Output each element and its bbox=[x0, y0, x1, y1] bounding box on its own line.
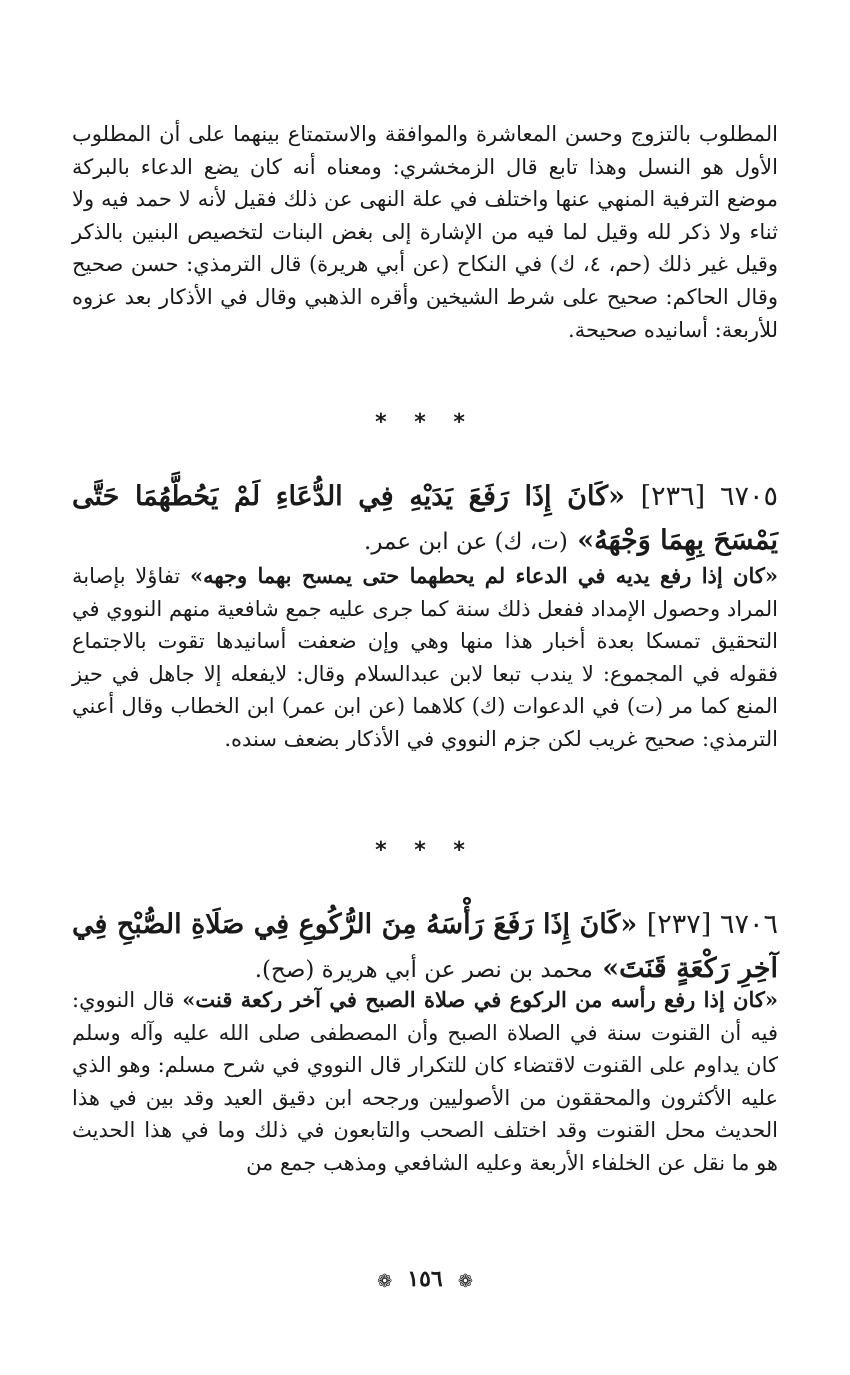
commentary-paragraph-3 bbox=[72, 984, 778, 1180]
commentary-body-3: قال النووي: فيه أن القنوت سنة في الصلاة الصبح وأن المصطفى صلى الله عليه وآله وسلم كان يداوم على القنوت لاقتضاء كان للتكرار قال النووي في شرح مسلم: وهو الذي عليه الأكثرون والمحققون من الأصوليين ورجحه ابن دقيق العيد وقد بين في هذا الحديث محل القنوت وقد اختلف الصحب والتابعون في ذلك وما في هذا الحديث هو ما نقل عن الخلفاء الأربعة وعليه الشافعي ومذهب جمع من bbox=[72, 988, 778, 1175]
ornament-left-icon: ❁ bbox=[377, 1271, 393, 1292]
hadith-text-6705: «كَانَ إِذَا رَفَعَ يَدَيْهِ فِي الدُّعَاءِ لَمْ يَحُطَّهُمَا حَتَّى يَمْسَحَ بِهِمَا وَجْهَهُ» bbox=[72, 481, 778, 556]
commentary-lead-3: «كان إذا رفع رأسه من الركوع في صلاة الصبح في آخر ركعة قنت» bbox=[182, 987, 778, 1012]
commentary-paragraph-2 bbox=[72, 560, 778, 756]
hadith-text-6706: «كَانَ إِذَا رَفَعَ رَأْسَهُ مِنَ الرُّكُوعِ فِي صَلَاةِ الصُّبْحِ فِي آخِرِ رَكْعَةٍ قَنَتَ» bbox=[72, 909, 778, 984]
hadith-number-6706: ٦٧٠٦ [٢٣٧] bbox=[646, 909, 778, 940]
commentary-lead-2: «كان إذا رفع يديه في الدعاء لم يحطهما حتى يمسح بهما وجهه» bbox=[189, 563, 778, 588]
hadith-number-6705: ٦٧٠٥ [٢٣٦] bbox=[640, 481, 779, 512]
commentary-body-2: تفاؤلا بإصابة المراد وحصول الإمداد ففعل ذلك سنة كما جرى عليه جمع شافعية منهم النووي في التحقيق تمسكا بعدة أخبار هذا منها وهي وإن ضعفت أسانيدها تقوت بالاجتماع فقوله في المجموع: لا يندب تبعا لابن عبدالسلام وقال: لايفعله إلا جاهل في حيز المنع كما مر (ت) في الدعوات (ك) كلاهما (عن ابن عمر) ابن الخطاب وقال أعني الترمذي: صحيح غريب لكن جزم النووي في الأذكار بضعف سنده. bbox=[72, 564, 778, 751]
hadith-6705 bbox=[72, 475, 778, 564]
page-footer bbox=[0, 1264, 850, 1294]
section-separator-1: * * * bbox=[375, 410, 475, 435]
section-separator-2: * * * bbox=[375, 838, 475, 863]
hadith-6706 bbox=[72, 903, 778, 992]
hadith-source-6706: محمد بن نصر عن أبي هريرة (صح). bbox=[254, 957, 593, 983]
commentary-paragraph-1: المطلوب بالتزوج وحسن المعاشرة والموافقة والاستمتاع بينهما على أن المطلوب الأول هو النسل وهذا تابع قال الزمخشري: ومعناه أنه كان يضع الدعاء بالبركة موضع الترفية المنهي عنها واختلف في علة النهى عن ذلك فقيل لأنه لا حمد فيه ولا ثناء ولا ذكر لله وقيل لما فيه من الإشارة إلى بغض البنات لتخصيص البنين بالذكر وقيل غير ذلك (حم، ٤، ك) في النكاح (عن أبي هريرة) قال الترمذي: حسن صحيح وقال الحاكم: صحيح على شرط الشيخين وأقره الذهبي وقال في الأذكار بعد عزوه للأربعة: أسانيده صحيحة. bbox=[72, 122, 779, 342]
ornament-right-icon: ❁ bbox=[457, 1271, 473, 1292]
page-number: ١٥٦ bbox=[407, 1266, 443, 1292]
hadith-source-6705: (ت، ك) عن ابن عمر. bbox=[364, 529, 568, 555]
